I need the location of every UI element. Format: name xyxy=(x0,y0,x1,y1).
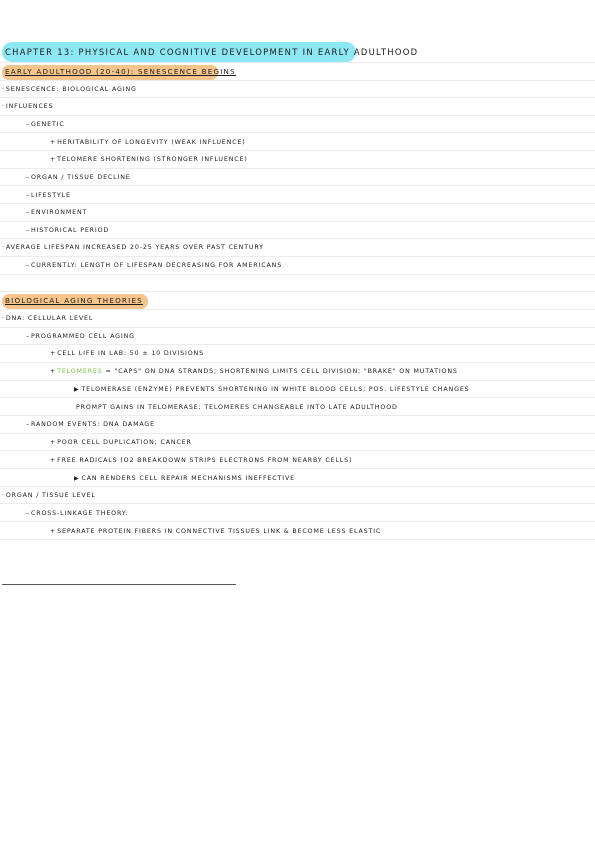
dot-bullet: · xyxy=(2,103,5,110)
note-line xyxy=(26,208,87,218)
note-text: POOR CELL DUPLICATION; CANCER xyxy=(57,439,192,446)
rule-line xyxy=(0,415,595,416)
rule-line xyxy=(0,433,595,434)
note-line xyxy=(50,438,192,448)
triangle-bullet-icon: ▶ xyxy=(74,475,80,482)
dot-bullet: · xyxy=(2,315,5,322)
note-line xyxy=(74,385,470,395)
rule-line xyxy=(0,309,595,310)
dot-bullet: · xyxy=(2,492,5,499)
rule-line xyxy=(0,291,595,292)
rule-line xyxy=(0,203,595,204)
plus-bullet: + xyxy=(50,439,57,446)
dash-bullet: – xyxy=(26,192,30,199)
note-line xyxy=(26,173,131,183)
plus-bullet: + xyxy=(50,368,57,375)
dash-bullet: – xyxy=(26,262,30,269)
plus-bullet: + xyxy=(50,156,57,163)
note-text: PROGRAMMED CELL AGING xyxy=(31,333,135,340)
plus-bullet: + xyxy=(50,457,57,464)
rule-line xyxy=(0,503,595,504)
rule-line xyxy=(0,256,595,257)
dot-bullet: · xyxy=(2,86,5,93)
rule-line xyxy=(0,380,595,381)
rule-line xyxy=(0,274,595,275)
footer-divider xyxy=(2,584,236,585)
rule-line xyxy=(0,327,595,328)
note-text: ENVIRONMENT xyxy=(31,209,88,216)
note-line xyxy=(2,102,53,112)
note-text: INFLUENCES xyxy=(5,103,54,110)
dot-bullet: · xyxy=(2,244,5,251)
note-text: CAN RENDERS CELL REPAIR MECHANISMS INEFFECTIVE xyxy=(81,475,295,482)
note-line xyxy=(2,491,96,501)
dash-bullet: – xyxy=(26,421,30,428)
note-line xyxy=(26,226,109,236)
note-line xyxy=(50,367,458,377)
note-line xyxy=(26,120,65,130)
note-text: PROMPT GAINS IN TELOMERASE; TELOMERES CHANGEABLE INTO LATE ADULTHOOD xyxy=(76,404,398,411)
plus-bullet: + xyxy=(50,350,57,357)
note-line xyxy=(26,509,129,519)
rule-line xyxy=(0,539,595,540)
note-line xyxy=(50,456,352,466)
plus-bullet: + xyxy=(50,528,57,535)
note-text: ORGAN / TISSUE LEVEL xyxy=(5,492,96,499)
note-line xyxy=(76,403,398,413)
rule-line xyxy=(0,486,595,487)
rule-line xyxy=(0,344,595,345)
note-text: ORGAN / TISSUE DECLINE xyxy=(31,174,131,181)
note-line xyxy=(2,85,137,95)
rule-line xyxy=(0,397,595,398)
rule-line xyxy=(0,80,595,81)
note-line xyxy=(26,332,135,342)
rule-line xyxy=(0,115,595,116)
note-text: HERITABILITY OF LONGEVITY (WEAK INFLUENCE) xyxy=(57,139,246,146)
note-text: TELOMERASE (ENZYME) PREVENTS SHORTENING IN WHITE BLOOD CELLS; POS. LIFESTYLE CHANGES xyxy=(81,386,470,393)
note-line xyxy=(26,420,155,430)
rule-line xyxy=(0,168,595,169)
rule-line xyxy=(0,185,595,186)
note-text: SENESCENCE: BIOLOGICAL AGING xyxy=(5,86,137,93)
note-line xyxy=(26,191,71,201)
note-text: = "CAPS" ON DNA STRANDS; SHORTENING LIMITS CELL DIVISION; "BRAKE" ON MUTATIONS xyxy=(105,368,458,375)
section2-heading: BIOLOGICAL AGING THEORIES xyxy=(5,296,143,305)
rule-line xyxy=(0,238,595,239)
dash-bullet: – xyxy=(26,227,30,234)
rule-line xyxy=(0,221,595,222)
dash-bullet: – xyxy=(26,333,30,340)
note-text: RANDOM EVENTS: DNA DAMAGE xyxy=(31,421,155,428)
rule-line xyxy=(0,362,595,363)
dash-bullet: – xyxy=(26,510,30,517)
note-text: CURRENTLY: LENGTH OF LIFESPAN DECREASING FOR AMERICANS xyxy=(31,262,283,269)
note-text: DNA: CELLULAR LEVEL xyxy=(5,315,94,322)
dash-bullet: – xyxy=(26,121,30,128)
note-text: CELL LIFE IN LAB: 50 ± 10 DIVISIONS xyxy=(57,350,204,357)
note-text: CROSS-LINKAGE THEORY: xyxy=(31,510,129,517)
rule-line xyxy=(0,132,595,133)
plus-bullet: + xyxy=(50,139,57,146)
note-line xyxy=(74,474,295,484)
dash-bullet: – xyxy=(26,209,30,216)
note-text: LIFESTYLE xyxy=(31,192,71,199)
note-line xyxy=(26,261,282,271)
rule-line xyxy=(0,468,595,469)
note-text: GENETIC xyxy=(31,121,65,128)
rule-line xyxy=(0,521,595,522)
rule-line xyxy=(0,150,595,151)
note-line xyxy=(50,138,246,148)
note-line xyxy=(50,155,248,165)
note-line xyxy=(2,243,264,253)
note-text: HISTORICAL PERIOD xyxy=(31,227,110,234)
triangle-bullet-icon: ▶ xyxy=(74,386,80,393)
note-text: AVERAGE LIFESPAN INCREASED 20-25 YEARS OVER PAST CENTURY xyxy=(5,244,264,251)
page-title: CHAPTER 13: PHYSICAL AND COGNITIVE DEVELOPMENT IN EARLY ADULTHOOD xyxy=(5,47,419,57)
rule-line xyxy=(0,62,595,63)
note-line xyxy=(2,314,93,324)
rule-line xyxy=(0,450,595,451)
note-line xyxy=(50,349,204,359)
telomeres-term: TELOMERES xyxy=(57,368,103,375)
rule-line xyxy=(0,97,595,98)
note-text: TELOMERE SHORTENING (STRONGER INFLUENCE) xyxy=(57,156,248,163)
note-text: SEPARATE PROTEIN FIBERS IN CONNECTIVE TISSUES LINK & BECOME LESS ELASTIC xyxy=(57,528,382,535)
dash-bullet: – xyxy=(26,174,30,181)
section1-heading: EARLY ADULTHOOD (20-40): SENESCENCE BEGINS xyxy=(5,67,236,76)
note-line xyxy=(50,527,381,537)
note-text: FREE RADICALS (O2 BREAKDOWN STRIPS ELECTRONS FROM NEARBY CELLS) xyxy=(57,457,353,464)
